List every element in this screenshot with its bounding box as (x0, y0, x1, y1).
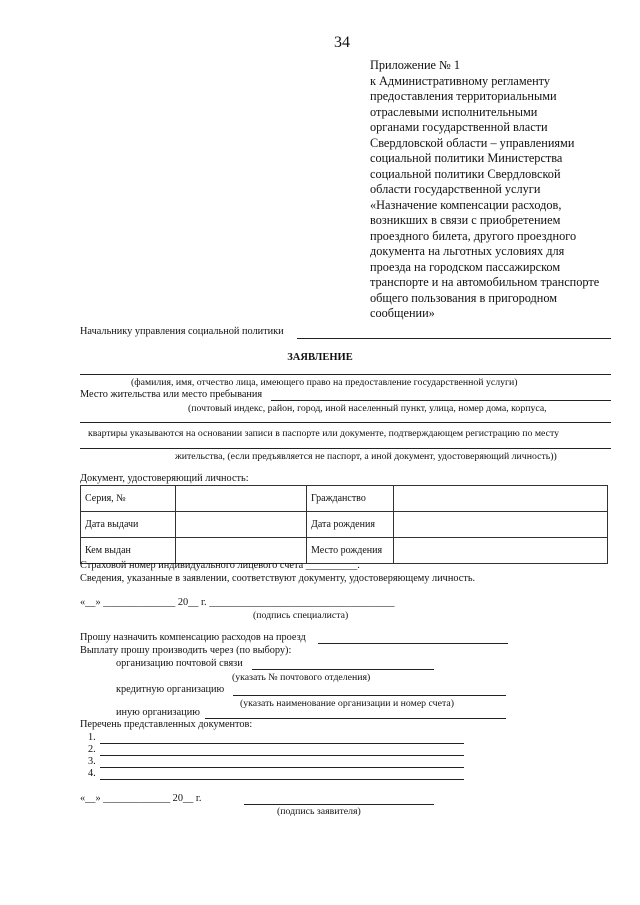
appendix-header (370, 58, 599, 322)
address-hint-3: жительства, (если предъявляется не паспорт, а иной документ, удостоверяющий личность)) (175, 451, 557, 462)
document-number: 3. (88, 756, 96, 767)
id-document-label: Документ, удостоверяющий личность: (80, 473, 249, 484)
table-cell-label: Дата рождения (307, 512, 394, 538)
document-number: 4. (88, 768, 96, 779)
credit-org-field[interactable] (233, 695, 506, 696)
appendix-line: к Административному регламенту (370, 73, 551, 88)
table-cell-label: Гражданство (307, 486, 394, 512)
document-number: 1. (88, 732, 96, 743)
appendix-line: возникших в связи с приобретением (370, 213, 561, 227)
specialist-sign-hint: (подпись специалиста) (253, 610, 349, 621)
appendix-line: транспорте и на автомобильном транспорте (370, 275, 600, 289)
appendix-line: социальной политики Министерства (370, 151, 563, 165)
addressee-label: Начальнику управления социальной политики (80, 326, 284, 337)
verification-text: Сведения, указанные в заявлении, соответствуют документу, удостоверяющему личность. (80, 573, 476, 584)
applicant-sign-hint: (подпись заявителя) (277, 806, 361, 817)
payment-label: Выплату прошу производить через (по выбору): (80, 645, 292, 656)
post-office-label: организацию почтовой связи (116, 658, 243, 669)
full-name-hint: (фамилия, имя, отчество лица, имеющего право на предоставление государственной услуги) (131, 377, 518, 388)
documents-label: Перечень представленных документов: (80, 719, 253, 730)
address-hint-2: квартиры указываются на основании записи в паспорте или документе, подтверждающем регистрацию по месту (88, 428, 560, 439)
full-name-field[interactable] (80, 374, 611, 375)
appendix-line: предоставления территориальными (370, 89, 557, 103)
appendix-line: области государственной услуги (370, 182, 541, 196)
page-number: 34 (334, 34, 350, 51)
residence-field[interactable] (271, 400, 611, 401)
request-field[interactable] (318, 643, 508, 644)
residence-label: Место жительства или место пребывания (80, 389, 263, 400)
applicant-signature-field[interactable] (244, 804, 434, 805)
appendix-line: документа на льготных условиях для (370, 244, 565, 258)
appendix-line: Приложение № 1 (370, 58, 461, 72)
document-field-4[interactable] (100, 779, 464, 780)
table-cell-label: Кем выдан (81, 538, 176, 564)
table-cell-label: Дата выдачи (81, 512, 176, 538)
document-field-1[interactable] (100, 743, 464, 744)
residence-field-2[interactable] (80, 422, 611, 423)
table-cell-input[interactable] (394, 538, 608, 564)
addressee-field[interactable] (297, 338, 611, 339)
document-field-2[interactable] (100, 755, 464, 756)
table-cell-input[interactable] (394, 486, 608, 512)
appendix-line: проездного билета, другого проездного (370, 228, 577, 243)
address-hint: (почтовый индекс, район, город, иной населенный пункт, улица, номер дома, корпуса, (188, 403, 547, 414)
residence-field-3[interactable] (80, 448, 611, 449)
other-org-label: иную организацию (116, 707, 200, 718)
specialist-date-line[interactable]: «__» ______________ 20__ г. ____________________________________ (80, 597, 395, 608)
credit-org-label: кредитную организацию (116, 684, 225, 695)
table-cell-label: Место рождения (307, 538, 394, 564)
post-office-hint: (указать № почтового отделения) (232, 672, 371, 683)
document-number: 2. (88, 744, 96, 755)
appendix-line: отраслевыми исполнительными (370, 104, 538, 119)
request-label: Прошу назначить компенсацию расходов на проезд (80, 632, 306, 643)
table-row (81, 512, 608, 538)
table-cell-input[interactable] (176, 486, 307, 512)
appendix-line: Свердловской области – управлениями (370, 135, 575, 150)
appendix-line: социальной политики Свердловской (370, 166, 561, 181)
appendix-line: общего пользования в пригородном (370, 290, 558, 305)
snils-label: Страховой номер индивидуального лицевого счета __________. (80, 560, 360, 571)
table-row (81, 486, 608, 512)
post-office-field[interactable] (252, 669, 434, 670)
appendix-line: сообщении» (370, 306, 435, 320)
form-title: ЗАЯВЛЕНИЕ (287, 352, 353, 363)
table-cell-input[interactable] (394, 512, 608, 538)
credit-org-hint: (указать наименование организации и номер счета) (240, 698, 454, 709)
applicant-date-line[interactable]: «__» _____________ 20__ г. (80, 793, 202, 804)
appendix-line: проезда на городском пассажирском (370, 259, 561, 274)
document-field-3[interactable] (100, 767, 464, 768)
table-cell-input[interactable] (176, 512, 307, 538)
appendix-line: «Назначение компенсации расходов, (370, 197, 562, 212)
table-cell-label: Серия, № (81, 486, 176, 512)
appendix-line: органами государственной власти (370, 120, 548, 134)
id-document-table (80, 485, 608, 564)
